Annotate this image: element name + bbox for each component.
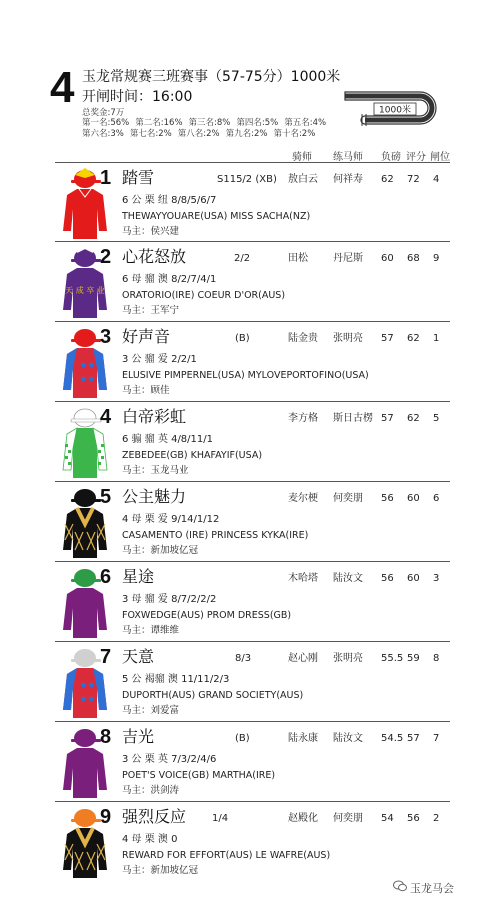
jockey-name: 李方格: [288, 413, 318, 424]
runner-number: 1: [100, 167, 112, 189]
horse-info: 4 母 栗 澳 0: [122, 834, 178, 845]
weight-value: 62: [381, 174, 394, 185]
horse-name: 好声音: [122, 327, 171, 346]
rating-value: 62: [407, 413, 420, 424]
pedigree: FOXWEDGE(AUS) PROM DRESS(GB): [122, 610, 292, 621]
owner: 马主：洪剑涛: [122, 785, 180, 796]
prize-split: 第三名:8%: [188, 118, 231, 128]
wechat-icon: [393, 880, 407, 892]
pedigree: DUPORTH(AUS) GRAND SOCIETY(AUS): [122, 690, 304, 701]
runner-row: [55, 162, 450, 242]
jockey-name: 木哈塔: [288, 573, 318, 584]
jockey-name: 陆永康: [288, 733, 318, 744]
svg-text:天 成 卒 业: 天 成 卒 业: [65, 286, 105, 295]
trainer-name: 何祥寿: [333, 174, 363, 185]
runner-row: [55, 562, 450, 642]
weight-value: 54: [381, 813, 394, 824]
runner-number: 7: [100, 646, 112, 668]
horse-info: 3 公 栗 英 7/3/2/4/6: [122, 754, 217, 765]
pedigree: ZEBEDEE(GB) KHAFAYIF(USA): [122, 450, 263, 461]
trainer-name: 张明亮: [333, 333, 363, 344]
rating-value: 59: [407, 653, 420, 664]
column-weight: 负磅: [381, 152, 401, 163]
horse-info: 4 母 栗 爱 9/14/1/12: [122, 514, 220, 525]
horse-info: 3 母 骝 爱 8/7/2/2/2: [122, 594, 217, 605]
trainer-name: 何奕朋: [333, 813, 363, 824]
runner-number: 6: [100, 566, 112, 588]
trainer-name: 丹尼斯: [333, 253, 363, 264]
jockey-name: 田松: [288, 253, 308, 264]
horse-name: 公主魅力: [122, 487, 187, 506]
horse-info: 6 公 栗 纽 8/8/5/6/7: [122, 195, 217, 206]
horse-name: 强烈反应: [122, 807, 187, 826]
horse-info: 6 骟 骝 英 4/8/11/1: [122, 434, 213, 445]
draw-value: 6: [433, 493, 440, 504]
pedigree: ORATORIO(IRE) COEUR D'OR(AUS): [122, 290, 286, 301]
runner-row: [55, 722, 450, 802]
prize-split: 第二名:16%: [135, 118, 183, 128]
draw-value: 4: [433, 174, 440, 185]
horse-name: 吉光: [122, 727, 155, 746]
gear-note: 2/2: [234, 253, 251, 264]
rating-value: 57: [407, 733, 420, 744]
jockey-name: 陆金贵: [288, 333, 318, 344]
prize-split: 第五名:4%: [284, 118, 327, 128]
prize-split: 第四名:5%: [236, 118, 279, 128]
draw-value: 7: [433, 733, 440, 744]
race-header: [0, 0, 500, 160]
race-title: 玉龙常规赛三班赛事（57-75分）1000米: [82, 69, 341, 85]
jockey-name: 赵殿化: [288, 813, 318, 824]
svg-text:★: ★: [87, 374, 96, 385]
weight-value: 55.5: [381, 653, 404, 664]
owner: 马主：新加坡亿冠: [122, 865, 199, 876]
rating-value: 72: [407, 174, 420, 185]
svg-text:★: ★: [87, 694, 96, 705]
svg-text:★: ★: [79, 694, 88, 705]
runner-number: 3: [100, 326, 112, 348]
runner-row: [55, 242, 450, 322]
svg-text:★: ★: [79, 360, 88, 371]
horse-name: 心花怒放: [122, 247, 187, 266]
column-rating: 评分: [406, 152, 426, 163]
trainer-name: 何奕朋: [333, 493, 363, 504]
draw-value: 5: [433, 413, 440, 424]
rating-value: 62: [407, 333, 420, 344]
prize-split: 第十名:2%: [273, 129, 316, 139]
owner: 马主：谭维维: [122, 625, 180, 636]
prize-split: 第六名:3%: [82, 129, 124, 139]
runner-row: [55, 802, 450, 882]
runner-row: [55, 322, 450, 402]
owner: 马主：刘爱富: [122, 705, 180, 716]
jockey-name: 麦尔梗: [288, 493, 318, 504]
prize-split: 第九名:2%: [225, 129, 268, 139]
weight-value: 57: [381, 413, 394, 424]
prize-split: 第七名:2%: [129, 129, 172, 139]
draw-value: 3: [433, 573, 440, 584]
pedigree: CASAMENTO (IRE) PRINCESS KYKA(IRE): [122, 530, 309, 541]
weight-value: 56: [381, 573, 394, 584]
runner-number: 2: [100, 246, 112, 268]
pedigree: ELUSIVE PIMPERNEL(USA) MYLOVEPORTOFINO(USA): [122, 370, 369, 381]
runner-number: 4: [100, 406, 112, 428]
weight-value: 57: [381, 333, 394, 344]
svg-text:★: ★: [79, 680, 88, 691]
column-draw: 闸位: [430, 152, 450, 163]
owner: 马主：王军宁: [122, 305, 180, 316]
owner: 马主：玉龙马业: [122, 465, 189, 476]
trainer-name: 张明亮: [333, 653, 363, 664]
column-trainer: 练马师: [333, 152, 363, 163]
rating-value: 56: [407, 813, 420, 824]
trainer-name: 陆汝文: [333, 733, 363, 744]
jockey-name: 敖白云: [288, 174, 318, 185]
draw-value: 9: [433, 253, 440, 264]
watermark: 玉龙马会: [410, 882, 454, 895]
owner: 马主：新加坡亿冠: [122, 545, 199, 556]
runner-number: 8: [100, 726, 112, 748]
horse-name: 白帝彩虹: [122, 407, 187, 426]
trainer-name: 陆汝文: [333, 573, 363, 584]
race-start-time: 开闸时间：16:00: [82, 89, 193, 105]
horse-name: 踏雪: [122, 168, 155, 187]
runner-row: [55, 482, 450, 562]
gear-note: S115/2 (XB): [217, 174, 277, 185]
horse-name: 星途: [122, 567, 155, 586]
draw-value: 8: [433, 653, 440, 664]
draw-value: 1: [433, 333, 440, 344]
trainer-name: 斯日古楞: [333, 413, 373, 424]
draw-value: 2: [433, 813, 440, 824]
track-diagram-icon: [340, 80, 450, 130]
race-number: 4: [50, 63, 75, 112]
pedigree: REWARD FOR EFFORT(AUS) LE WAFRE(AUS): [122, 850, 331, 861]
rating-value: 60: [407, 493, 420, 504]
svg-text:★: ★: [79, 374, 88, 385]
gear-note: 8/3: [235, 653, 252, 664]
horse-info: 3 公 骝 爱 2/2/1: [122, 354, 197, 365]
weight-value: 60: [381, 253, 394, 264]
rating-value: 60: [407, 573, 420, 584]
rating-value: 68: [407, 253, 420, 264]
track-distance-label: 1000米: [379, 105, 411, 116]
weight-value: 56: [381, 493, 394, 504]
jockey-name: 赵心刚: [288, 653, 318, 664]
pedigree: THEWAYYOUARE(USA) MISS SACHA(NZ): [122, 211, 311, 222]
svg-text:★: ★: [87, 680, 96, 691]
horse-info: 5 公 褐骝 澳 11/11/2/3: [122, 674, 230, 685]
gear-note: (B): [235, 333, 250, 344]
prize-split-row-1: [82, 118, 332, 129]
runner-row: [55, 402, 450, 482]
runner-number: 5: [100, 486, 112, 508]
prize-split-row-2: [82, 129, 321, 140]
gear-note: 1/4: [212, 813, 229, 824]
horse-name: 天意: [122, 647, 155, 666]
column-jockey: 骑师: [292, 152, 312, 163]
weight-value: 54.5: [381, 733, 404, 744]
runner-row: [55, 642, 450, 722]
pedigree: POET'S VOICE(GB) MARTHA(IRE): [122, 770, 276, 781]
owner: 马主：侯兴建: [122, 226, 180, 237]
runner-number: 9: [100, 806, 112, 828]
total-prize: 总奖金:7万: [82, 108, 125, 118]
gear-note: (B): [235, 733, 250, 744]
owner: 马主：顾佳: [122, 385, 170, 396]
prize-split: 第八名:2%: [177, 129, 220, 139]
svg-text:★: ★: [87, 360, 96, 371]
prize-split: 第一名:56%: [82, 118, 130, 128]
horse-info: 6 母 骝 澳 8/2/7/4/1: [122, 274, 217, 285]
